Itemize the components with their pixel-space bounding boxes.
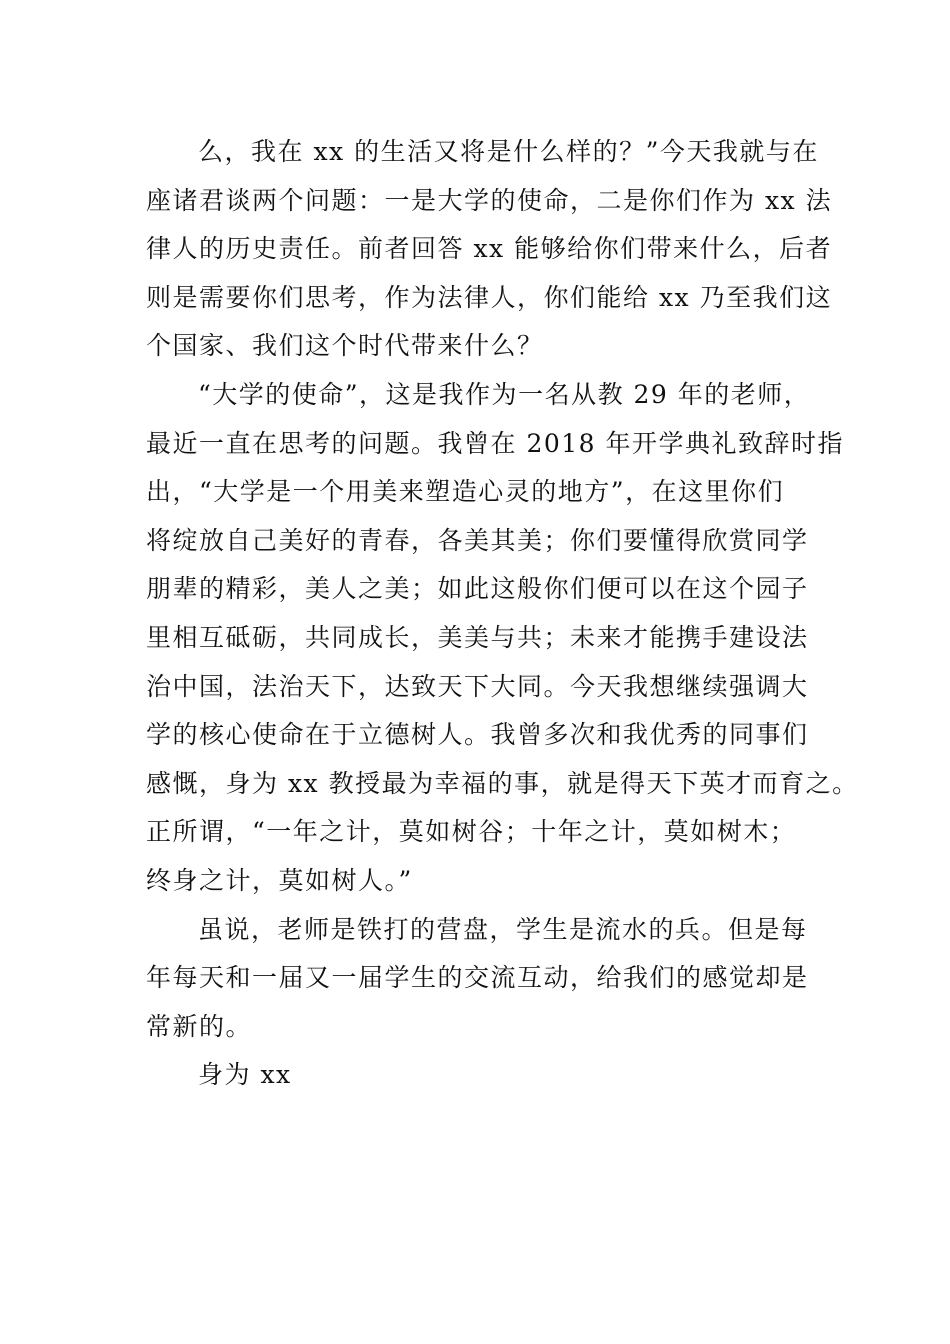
paragraph-2	[146, 371, 859, 906]
text-line: 出，“大学是一个用美来塑造心灵的地方”，在这里你们	[146, 477, 785, 507]
text-line: 感慨，身为 xx 教授最为幸福的事，就是得天下英才而育之。	[146, 768, 859, 798]
text-line: “大学的使命”，这是我作为一名从教 29 年的老师，	[198, 379, 811, 409]
document-body	[146, 128, 859, 1100]
text-line: 虽说，老师是铁打的营盘，学生是流水的兵。但是每	[198, 914, 808, 944]
text-line: 律人的历史责任。前者回答 xx 能够给你们带来什么，后者	[146, 234, 833, 264]
text-line: 里相互砥砺，共同成长，美美与共；未来才能携手建设法	[146, 622, 809, 652]
text-line: 终身之计，莫如树人。”	[146, 865, 413, 895]
text-line: 则是需要你们思考，作为法律人，你们能给 xx 乃至我们这	[146, 282, 833, 312]
text-line: 个国家、我们这个时代带来什么？	[146, 331, 544, 361]
text-line: 朋辈的精彩，美人之美；如此这般你们便可以在这个园子	[146, 574, 809, 604]
text-line: 治中国，法治天下，达致天下大同。今天我想继续强调大	[146, 671, 809, 701]
text-line: 将绽放自己美好的青春，各美其美；你们要懂得欣赏同学	[146, 525, 809, 555]
paragraph-3	[146, 906, 826, 1052]
text-line: 学的核心使命在于立德树人。我曾多次和我优秀的同事们	[146, 720, 809, 750]
text-line: 最近一直在思考的问题。我曾在 2018 年开学典礼致辞时指	[146, 428, 845, 458]
text-line: 座诸君谈两个问题：一是大学的使命，二是你们作为 xx 法	[146, 185, 833, 215]
paragraph-4	[146, 1051, 826, 1100]
text-line: 身为 xx	[198, 1060, 292, 1090]
text-line: 常新的。	[146, 1011, 253, 1041]
paragraph-1	[146, 128, 833, 371]
text-line: 正所谓，“一年之计，莫如树谷；十年之计，莫如树木；	[146, 817, 797, 847]
text-line: 么，我在 xx 的生活又将是什么样的？”今天我就与在	[198, 137, 819, 166]
text-line: 年每天和一届又一届学生的交流互动，给我们的感觉却是	[146, 963, 809, 993]
